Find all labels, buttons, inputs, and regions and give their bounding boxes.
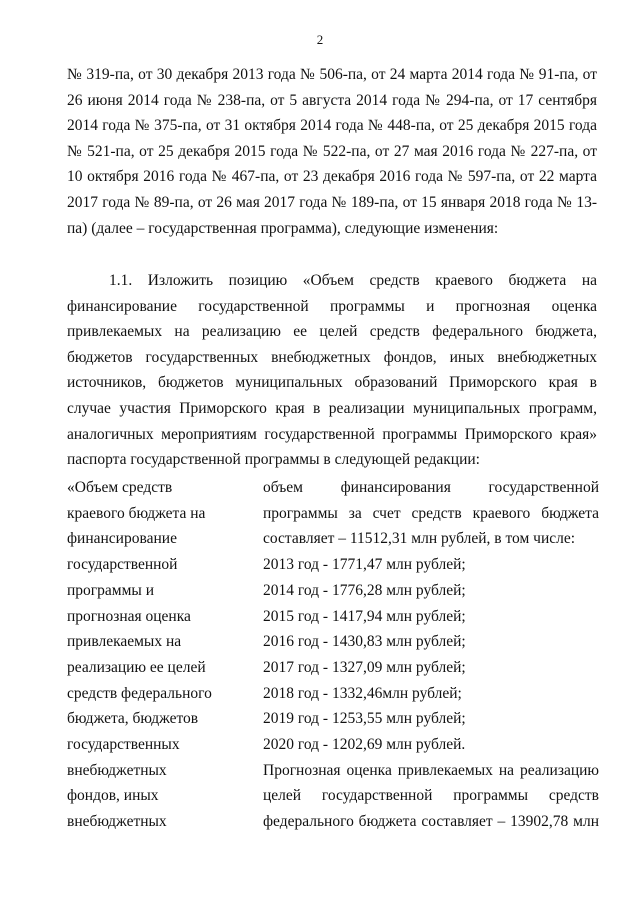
forecast-line: федерального бюджета составляет – 13902,78 млн <box>263 813 599 831</box>
left-line: финансирование <box>67 530 177 548</box>
table-left-column <box>67 475 237 835</box>
funding-intro-line: объем финансирования государственной <box>263 479 599 496</box>
left-line: внебюджетных <box>67 761 167 779</box>
left-line: привлекаемых на <box>67 633 182 651</box>
funding-intro-line: составляет – 11512,31 млн рублей, в том числе: <box>263 530 576 548</box>
left-line: реализацию ее целей <box>67 658 206 676</box>
year-funding-line: 2019 год - 1253,55 млн рублей; <box>263 710 466 728</box>
left-line: прогнозная оценка <box>67 607 191 625</box>
left-line: средств федерального <box>67 684 212 702</box>
year-funding-line: 2020 год - 1202,69 млн рублей. <box>263 736 466 754</box>
table-right-column <box>263 475 599 835</box>
left-line: краевого бюджета на <box>67 504 206 522</box>
left-line: бюджета, бюджетов <box>67 710 199 728</box>
forecast-line: целей государственной программы средств <box>263 787 599 805</box>
left-line: «Объем средств <box>67 479 173 496</box>
year-funding-line: 2014 год - 1776,28 млн рублей; <box>263 581 466 599</box>
page-number: 2 <box>316 32 324 47</box>
year-funding-line: 2018 год - 1332,46млн рублей; <box>263 684 462 702</box>
year-funding-line: 2015 год - 1417,94 млн рублей; <box>263 607 466 625</box>
item-1-1-paragraph: 1.1. Изложить позицию «Объем средств краевого бюджета на финансирование государственной программы и прогнозная оценка привлекаемых на реализацию ее целей средств федерального бюджета, бюджетов государственных внебюджетных фондов, иных внебюджетных источников, бюджетов муниципальных образований Приморского края в случае участия Приморского края в реализации муниципальных программ, аналогичных мероприятиям государственной программы Приморского края» паспорта государственной программы в следующей редакции: <box>67 272 597 469</box>
left-line: внебюджетных <box>67 813 167 831</box>
left-line: государственных <box>67 736 180 754</box>
left-line: программы и <box>67 581 154 599</box>
forecast-line: Прогнозная оценка привлекаемых на реализацию <box>263 761 599 779</box>
year-funding-line: 2013 год - 1771,47 млн рублей; <box>263 556 466 574</box>
funding-intro-line: программы за счет средств краевого бюджета <box>263 504 599 522</box>
year-funding-line: 2016 год - 1430,83 млн рублей; <box>263 633 466 651</box>
left-line: фондов, иных <box>67 787 159 805</box>
preamble-paragraph: № 319-па, от 30 декабря 2013 года № 506-па, от 24 марта 2014 года № 91-па, от 26 июня 2014 года № 238-па, от 5 августа 2014 года № 294-па, от 17 сентября 2014 года № 375-па, от 31 октября 2014 года № 448-па, от 25 декабря 2015 года № 521-па, от 25 декабря 2015 года № 522-па, от 27 мая 2016 года № 227-па, от 10 октября 2016 года № 467-па, от 23 декабря 2016 года № 597-па, от 22 марта 2017 года № 89-па, от 26 мая 2017 года № 189-па, от 15 января 2018 года № 13-па) (далее – государственная программа), следующие изменения: <box>67 66 597 237</box>
left-line: государственной <box>67 556 178 574</box>
year-funding-line: 2017 год - 1327,09 млн рублей; <box>263 658 466 676</box>
